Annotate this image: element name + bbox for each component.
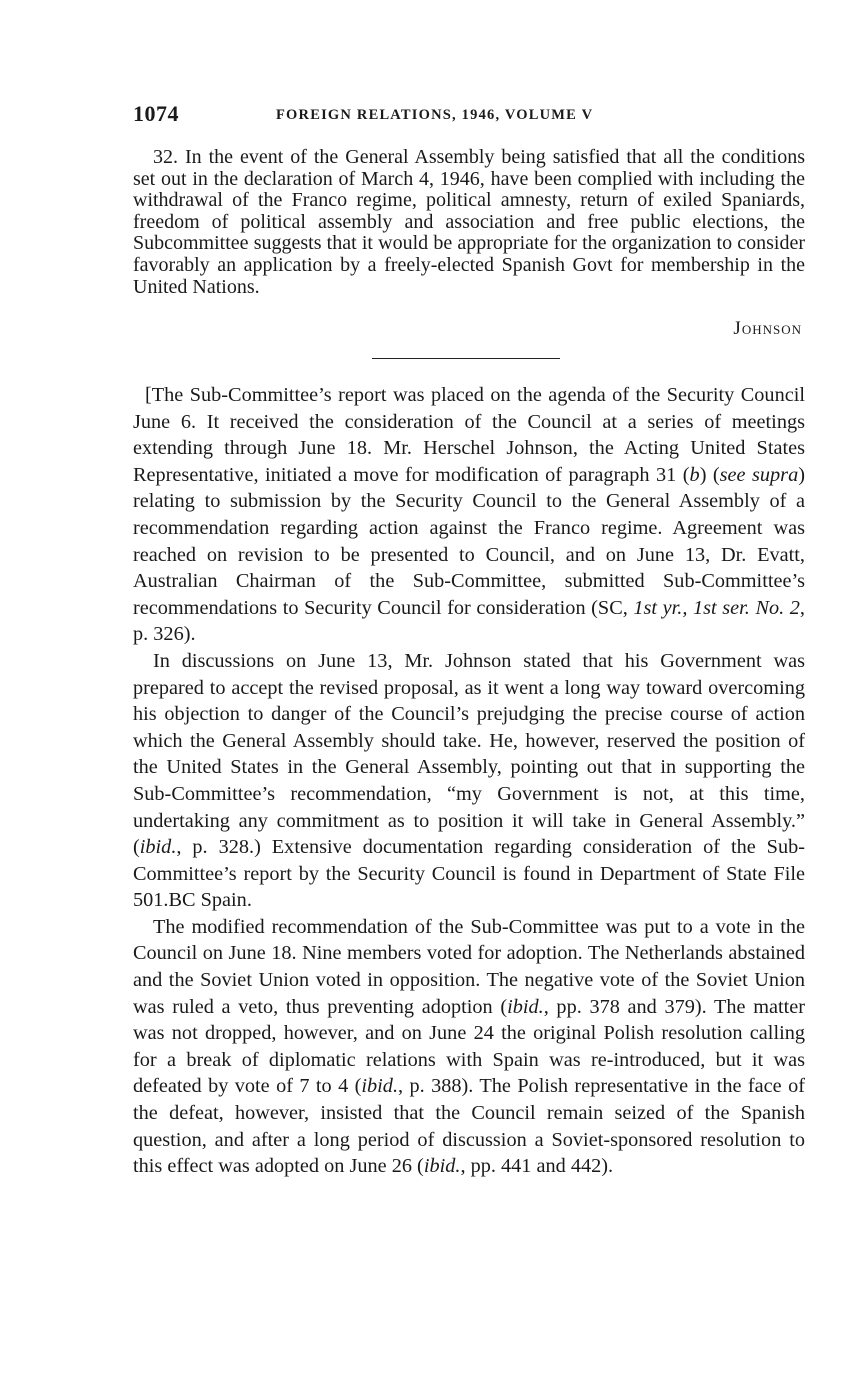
editorial-paragraph-3: The modified recommendation of the Sub-Committee was put to a vote in the Council on June 18. Nine members voted for adoption. The Netherlands abstained and the Soviet Union voted in opposition. The negative vote of the Soviet Union was ruled a veto, thus preventing adoption (ibid., pp. 378 and 379). The matter was not dropped, however, and on June 24 the original Polish resolution calling for a break of diplomatic relations with Spain was re-introduced, but it was defeated by vote of 7 to 4 (ibid., p. 388). The Polish representative in the face of the defeat, however, insisted that the Council remain seized of the Spanish question, and after a long period of discussion a Soviet-sponsored resolution to this effect was adopted on June 26 (ibid., pp. 441 and 442).: [133, 915, 805, 1178]
section-divider: [372, 358, 560, 359]
signature: Johnson: [733, 318, 802, 339]
editorial-paragraph-2: In discussions on June 13, Mr. Johnson stated that his Government was prepared to accept the revised proposal, as it went a long way toward overcoming his objection to danger of the Council’s prejudging the precise course of action which the General Assembly should take. He, however, reserved the position of the United States in the General Assembly, pointing out that in supporting the Sub-Committee’s recommendation, “my Government is not, at this time, undertaking any commitment as to position it will take in General Assembly.” (ibid., p. 328.) Extensive documentation regarding consideration of the Sub-Committee’s report by the Security Council is found in Department of State File 501.BC Spain.: [133, 649, 805, 912]
paragraph-32: 32. In the event of the General Assembly being satisfied that all the conditions set out in the declaration of March 4, 1946, have been complied with including the withdrawal of the Franco regime, political amnesty, return of exiled Spaniards, freedom of political assembly and association and free public elections, the Subcommittee suggests that it would be appropriate for the organization to consider favorably an application by a freely-elected Spanish Govt for membership in the United Nations.: [133, 146, 805, 298]
editorial-paragraph-1: [The Sub-Committee’s report was placed on the agenda of the Security Council June 6. It received the consideration of the Council at a series of meetings extending through June 18. Mr. Herschel Johnson, the Acting United States Representative, initiated a move for modification of paragraph 31 (b) (see supra) relating to submission by the Security Council to the General Assembly of a recommendation regarding action against the Franco regime. Agreement was reached on revision to be presented to Council, and on June 13, Dr. Evatt, Australian Chairman of the Sub-Committee, submitted Sub-Committee’s recommendations to Security Council for consideration (SC, 1st yr., 1st ser. No. 2, p. 326).: [133, 384, 805, 646]
running-title: FOREIGN RELATIONS, 1946, VOLUME V: [276, 107, 594, 123]
page-number: 1074: [133, 101, 179, 126]
editorial-note: [133, 382, 805, 1180]
